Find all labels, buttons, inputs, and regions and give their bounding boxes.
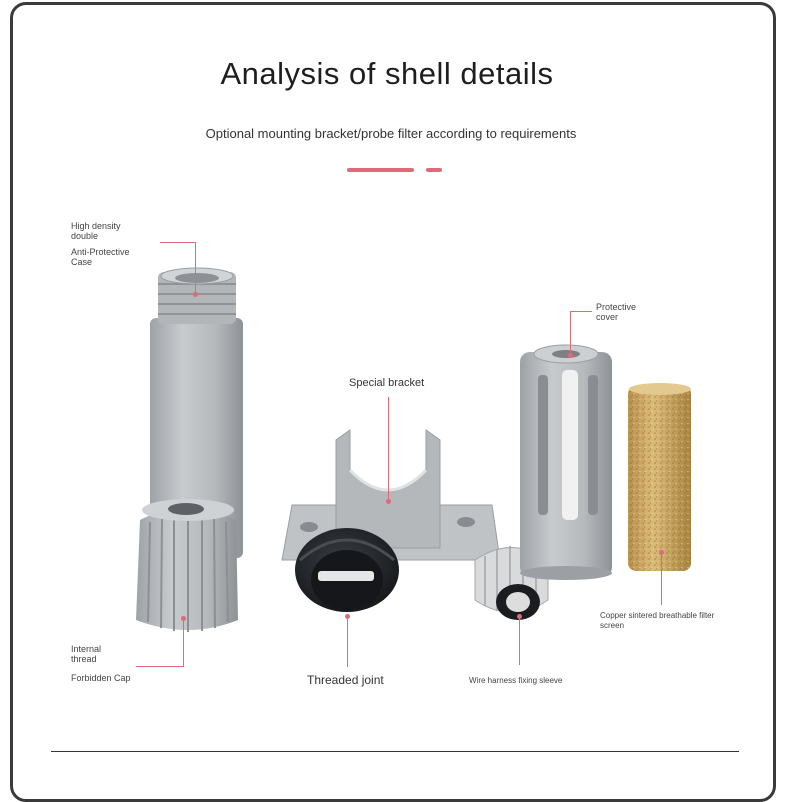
- callout-dot-filter: [659, 550, 664, 555]
- callout-dot-tube: [193, 292, 198, 297]
- callout-line-filter: [661, 553, 662, 605]
- callout-line-tube-h: [160, 242, 196, 243]
- callout-dot-cap: [181, 616, 186, 621]
- callout-dot-cover: [568, 353, 573, 358]
- label-special-bracket: Special bracket: [349, 377, 425, 389]
- callout-dot-joint: [345, 614, 350, 619]
- callout-line-cap-v: [183, 619, 184, 667]
- threaded-joint: [295, 528, 399, 612]
- label-threaded-joint: Threaded joint: [307, 673, 384, 687]
- label-wire-harness: Wire harness fixing sleeve: [469, 676, 563, 685]
- callout-dot-bracket: [386, 499, 391, 504]
- protective-cover: [520, 345, 612, 580]
- bottom-divider: [51, 751, 739, 752]
- label-high-density: High density double: [71, 221, 121, 241]
- callout-line-cover-h: [570, 311, 592, 312]
- forbidden-cap: [136, 499, 238, 632]
- callout-line-tube-v: [195, 242, 196, 294]
- callout-line-joint: [347, 617, 348, 667]
- callout-line-bracket: [388, 397, 389, 501]
- label-internal-thread: Internal thread: [71, 644, 102, 664]
- page-title: Analysis of shell details: [220, 56, 554, 91]
- copper-filter: [628, 383, 691, 571]
- label-copper-filter: Copper sintered breathable filter screen: [600, 611, 715, 630]
- label-forbidden-cap: Forbidden Cap: [71, 673, 131, 683]
- page-subtitle: Optional mounting bracket/probe filter according to requirements: [205, 126, 577, 141]
- callout-dot-sleeve: [517, 614, 522, 619]
- label-anti-protective-case: Anti-Protective Case: [71, 247, 130, 267]
- callout-line-sleeve: [519, 617, 520, 665]
- callout-line-cap-h: [136, 666, 184, 667]
- callout-line-cover-v: [570, 311, 571, 355]
- label-protective-cover: Protective cover: [596, 302, 637, 322]
